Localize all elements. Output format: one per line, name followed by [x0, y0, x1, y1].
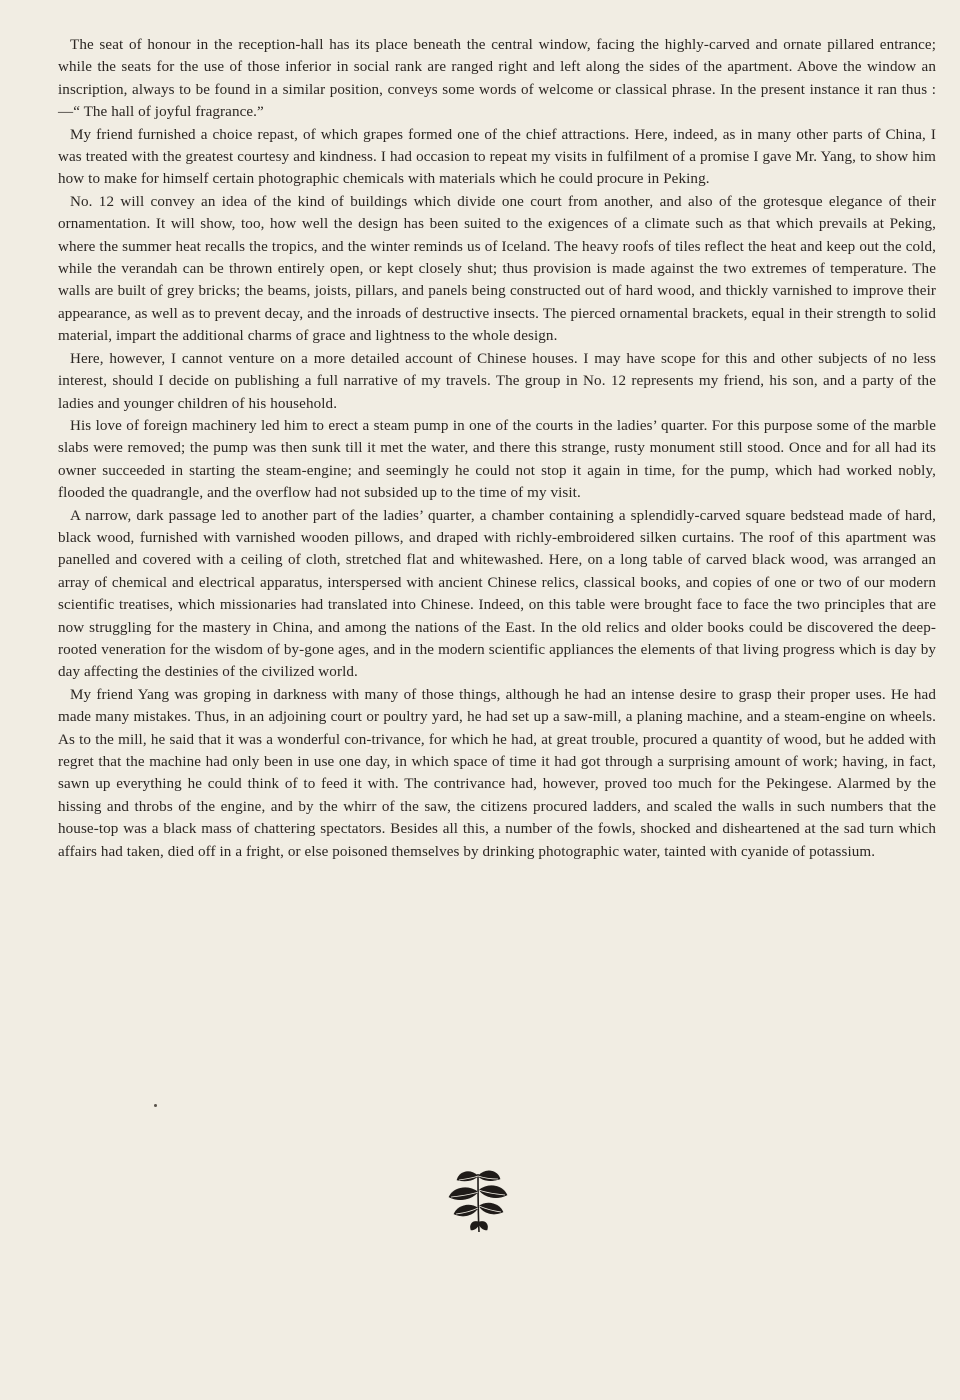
paragraph-steam-pump: His love of foreign machinery led him to erect a steam pump in one of the courts in the ladies’ quarter. For this purpose some of the marble slabs were removed; the pump was then sunk till it met the water, and there this strange, rusty monument still stood. Once and for all had its owner succeeded in starting the steam-engine; and seemingly he could not stop it again in time, for the pump, which had worked nobly, flooded the quadrangle, and the overflow had not subsided up to the time of my visit.	[58, 417, 936, 502]
paragraph-repast: My friend furnished a choice repast, of which grapes formed one of the chief attractions. Here, indeed, as in many other parts of China, I was treated with the greatest courtesy and kindness. I had occasion to repeat my visits in fulfilment of a promise I gave Mr. Yang, to show him how to make for himself certain photographic chemicals with materials which he could procure in Peking.	[58, 126, 936, 188]
paragraph-friend-yang: My friend Yang was groping in darkness with many of those things, although he had an intense desire to grasp their proper uses. He had made many mistakes. Thus, in an adjoining court or poultry yard, he had set up a saw-mill, a planing machine, and a steam-engine on wheels. As to the mill, he said that it was a wonderful con-trivance, for which he had, at great trouble, procured a quantity of wood, but he added with regret that the machine had only been in use one day, in which space of time it had got through a surprising amount of work; having, in fact, sawn up everything he could think of to feed it with. The contrivance had, however, proved too much for the Pekingese. Alarmed by the hissing and throbs of the engine, and by the whirr of the saw, the citizens procured ladders, and scaled the walls in such numbers that the house-top was a black mass of chattering spectators. Besides all this, a number of the fowls, shocked and disheartened at the sad turn which affairs had taken, died off in a fright, or else poisoned themselves by drinking photographic water, tainted with cyanide of potassium.	[58, 686, 936, 860]
paragraph-buildings: No. 12 will convey an idea of the kind of buildings which divide one court from another, and also of the grotesque elegance of their ornamentation. It will show, too, how well the design has been suited to the exigences of a climate such as that which prevails at Peking, where the summer heat recalls the tropics, and the winter reminds us of Iceland. The heavy roofs of tiles reflect the heat and keep out the cold, while the verandah can be thrown entirely open, or kept closely shut; thus provision is made against the two extremes of temperature. The walls are built of grey bricks; the beams, joists, pillars, and panels being constructed out of hard wood, and thickly varnished to improve their appearance, as well as to prevent decay, and the inroads of destructive insects. The pierced ornamental brackets, equal in their strength to solid material, impart the additional charms of grace and lightness to the whole design.	[58, 193, 936, 345]
body-text	[58, 34, 936, 863]
stray-dot	[154, 1104, 157, 1107]
paragraph-chinese-houses: Here, however, I cannot venture on a more detailed account of Chinese houses. I may have scope for this and other subjects of no less interest, should I decide on publishing a full narrative of my travels. The group in No. 12 represents my friend, his son, and a party of the ladies and younger children of his household.	[58, 350, 936, 412]
floral-leaf-ornament-icon	[445, 1166, 511, 1236]
paragraph-ladies-quarter: A narrow, dark passage led to another part of the ladies’ quarter, a chamber containing a splendidly-carved square bedstead made of hard, black wood, furnished with varnished wooden pillows, and draped with richly-embroidered silken curtains. The roof of this apartment was panelled and covered with a ceiling of cloth, stretched flat and whitewashed. Here, on a long table of carved black wood, was arranged an array of chemical and electrical apparatus, interspersed with ancient Chinese relics, classical books, and copies of one or two of our modern scientific treatises, which missionaries had translated into Chinese. Indeed, on this table were brought face to face the two principles that are now struggling for the mastery in China, and among the nations of the East. In the old relics and older books could be discovered the deep-rooted veneration for the wisdom of by-gone ages, and in the modern scientific appliances the elements of that living progress which is day by day affecting the destinies of the civilized world.	[58, 507, 936, 681]
paragraph-reception-hall: The seat of honour in the reception-hall has its place beneath the central window, facing the highly-carved and ornate pillared entrance; while the seats for the use of those inferior in social rank are ranged right and left along the sides of the apartment. Above the window an inscription, always to be found in a similar position, conveys some words of welcome or classical phrase. In the present instance it ran thus :—“ The hall of joyful fragrance.”	[58, 37, 936, 121]
